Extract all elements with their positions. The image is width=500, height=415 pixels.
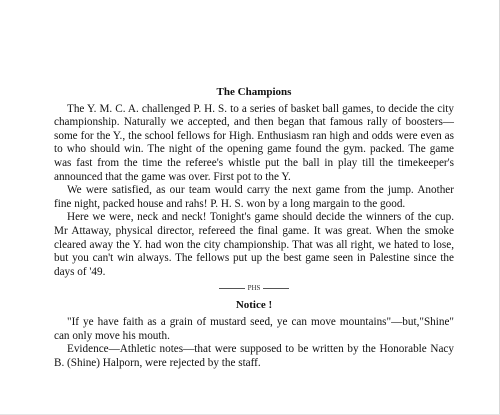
document-body <box>54 86 454 370</box>
notice-paragraph-2: Evidence—Athletic notes—that were supposed to be written by the Honorable Nacy B. (Shine) Halporn, were rejected by the staff. <box>54 343 454 369</box>
separator-rule-right <box>263 288 289 289</box>
section-separator <box>54 283 454 293</box>
champions-paragraph-1: The Y. M. C. A. challenged P. H. S. to a series of basket ball games, to decide the city championship. Naturally we accepted, and then began that famous rally of boosters—some for the Y., the school fellows for High. Enthusiasm ran high and odds were even as to who should win. The night of the opening game found the gym. packed. The game was fast from the time the referee's whistle put the ball in play till the timekeeper's announced that the game was over. First pot to the Y. <box>54 102 454 183</box>
notice-heading: Notice ! <box>235 299 273 312</box>
separator-label: PHS <box>247 284 261 293</box>
separator-rule-left <box>219 288 245 289</box>
notice-paragraph-1: "If ye have faith as a grain of mustard seed, ye can move mountains"—but,"Shine" can only move his mouth. <box>54 315 454 342</box>
champions-paragraph-2: We were satisfied, as our team would carry the next game from the jump. Another fine night, packed house and rahs! P. H. S. won by a long margain to the good. <box>54 184 454 210</box>
champions-paragraph-3: Here we were, neck and neck! Tonight's game should decide the winners of the cup. Mr Attaway, physical director, refereed the final game. It was great. When the smoke cleared away the Y. had won the city championship. That was all right, we hated to lose, but you can't win always. The fellows put up the best game seen in Palestine since the days of '49. <box>54 211 454 278</box>
champions-heading: The Champions <box>216 86 292 98</box>
